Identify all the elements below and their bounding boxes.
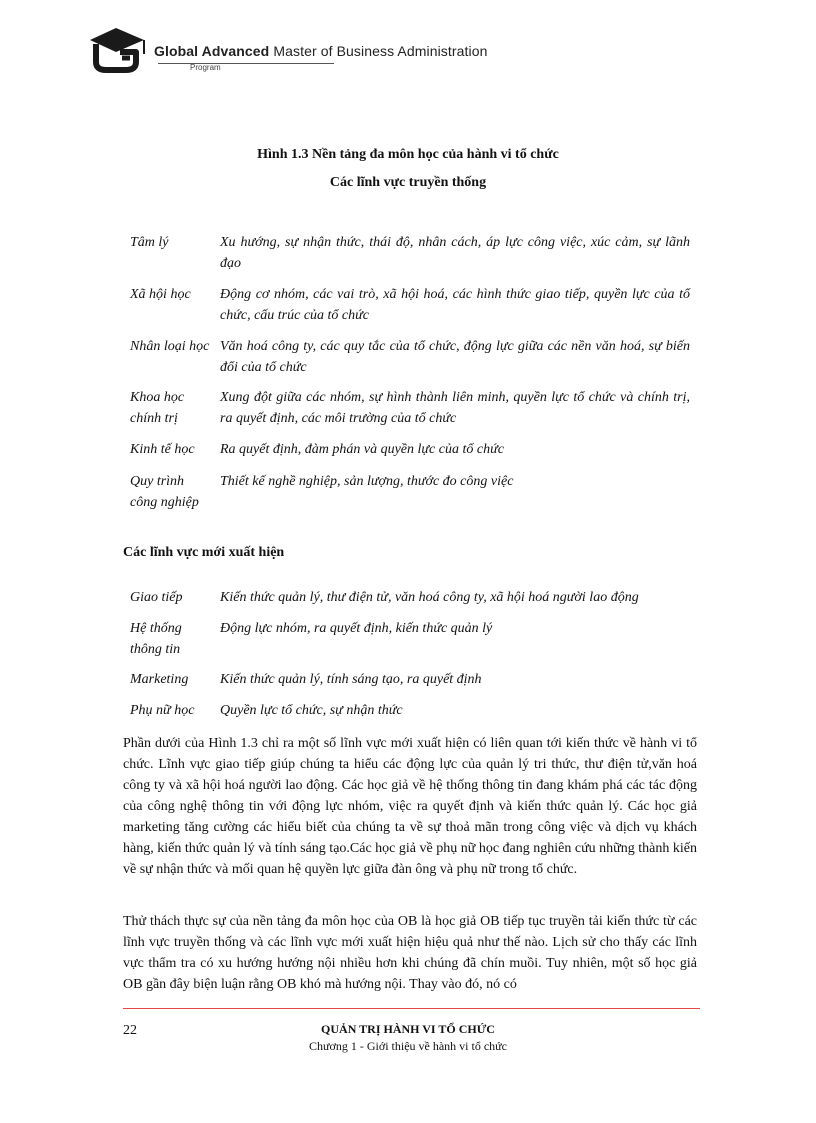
field-name: Kinh tế học (130, 442, 195, 457)
field-desc: Động lực nhóm, ra quyết định, kiến thức quản lý (220, 621, 493, 636)
brand-sub: Program (190, 63, 221, 72)
field-desc: Kiến thức quản lý, tính sáng tạo, ra quyết định (220, 672, 482, 687)
section-heading: Các lĩnh vực mới xuất hiện (123, 545, 285, 560)
field-name: Khoa học chính trị (130, 390, 185, 426)
brand-bold: Global Advanced (154, 43, 270, 59)
field-name: Phụ nữ học (130, 703, 195, 718)
field-desc: Văn hoá công ty, các quy tắc của tổ chức, động lực giữa các nền văn hoá, sự biến đổi của tổ chức (220, 339, 690, 375)
field-name: Quy trình công nghiệp (130, 474, 199, 510)
body-paragraph: Thử thách thực sự của nền tảng đa môn học của OB là học giả OB tiếp tục truyền tải kiến thức từ các lĩnh vực truyền thống và các lĩnh vực mới xuất hiện hiệu quả như thế nào. Lịch sử cho thấy các lĩnh vực thẩm tra có xu hướng hướng nội nhiều hơn khi chúng đã chín muồi. Tuy nhiên, một số học giả OB gần đây biện luận rằng OB khó mà hướng nội. Thay vào đó, nó có (123, 914, 697, 992)
field-desc: Động cơ nhóm, các vai trò, xã hội hoá, các hình thức giao tiếp, quyền lực của tổ chức, cấu trúc của tổ chức (220, 287, 690, 323)
brand-rest: Master of Business Administration (273, 43, 488, 59)
footer-title: QUẢN TRỊ HÀNH VI TỔ CHỨC (321, 1022, 495, 1036)
body-paragraph: Phần dưới của Hình 1.3 chỉ ra một số lĩnh vực mới xuất hiện có liên quan tới kiến thức về hành vi tổ chức. Lĩnh vực giao tiếp giúp chúng ta hiểu các động lực của quản lý tri thức, thư điện tử,văn hoá công ty và xã hội hoá người lao động. Các học giả về hệ thống thông tin đang khám phá các tác động của công nghệ thông tin với động lực nhóm, việc ra quyết định và kiến thức quản lý. Các học giả marketing tăng cường các hiểu biết của chúng ta về sự thoả mãn trong công việc và dịch vụ khách hàng, kiến thức quản lý và tính sáng tạo.Các học giả về phụ nữ học đang nghiên cứu những thành kiến về sự nhận thức và mối quan hệ quyền lực giữa đàn ông và phụ nữ trong tổ chức. (123, 736, 697, 877)
field-desc: Xu hướng, sự nhận thức, thái độ, nhân cách, áp lực công việc, xúc cảm, sự lãnh đạo (220, 235, 690, 271)
brand-divider (158, 63, 334, 64)
field-name: Marketing (130, 672, 189, 687)
figure-title: Hình 1.3 Nền tảng đa môn học của hành vi tổ chức (257, 147, 559, 162)
field-name: Xã hội học (130, 287, 191, 302)
figure-subtitle: Các lĩnh vực truyền thống (329, 175, 487, 190)
field-desc: Thiết kế nghề nghiệp, sản lượng, thước đo công việc (220, 474, 514, 489)
field-desc: Ra quyết định, đàm phán và quyền lực của tổ chức (220, 442, 504, 457)
field-desc: Kiến thức quản lý, thư điện tử, văn hoá công ty, xã hội hoá người lao động (220, 590, 639, 605)
brand-name (154, 43, 488, 59)
field-name: Hệ thống thông tin (130, 621, 182, 657)
field-name: Giao tiếp (130, 590, 183, 605)
footer-subtitle: Chương 1 - Giới thiệu về hành vi tổ chức (309, 1039, 507, 1053)
page-header (86, 20, 606, 80)
field-desc: Quyền lực tổ chức, sự nhận thức (220, 703, 403, 718)
field-desc: Xung đột giữa các nhóm, sự hình thành liên minh, quyền lực tổ chức và chính trị, ra quyết định, các môi trường của tổ chức (220, 390, 690, 426)
page-number: 22 (123, 1023, 137, 1038)
footer-divider (123, 1008, 700, 1009)
field-name: Tâm lý (130, 235, 169, 250)
graduation-cap-logo-icon (86, 22, 148, 74)
field-name: Nhân loại học (130, 339, 210, 354)
